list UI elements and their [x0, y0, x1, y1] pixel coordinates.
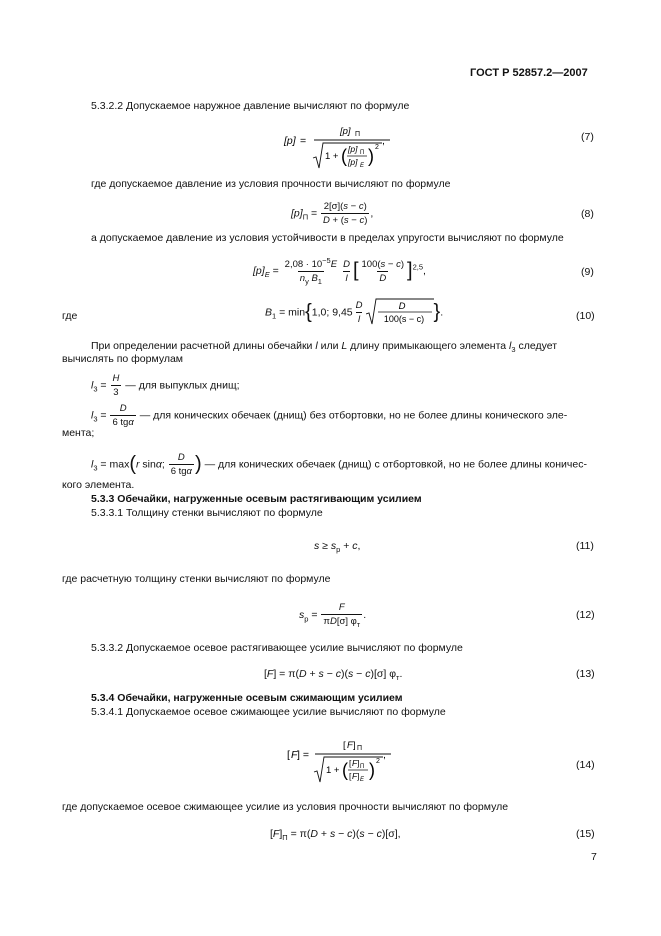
formula-9: $[p]_E$ = $\frac{2,08 \cdot 10^{-5}E}{n_y B_1}$ $\frac{D}{l}$ [ $\frac{100(s - c)}{D}$ ]$^{2,5}$,	[253, 256, 426, 287]
paragraph-5322: 5.3.2.2 Допускаемое наружное давление вычисляют по формуле	[91, 100, 410, 112]
paragraph-5341: 5.3.4.1 Допускаемое осевое сжимающее усилие вычисляют по формуле	[91, 706, 446, 718]
svg-text:1 +: 1 +	[326, 765, 340, 776]
equation-number-11: (11)	[576, 540, 594, 552]
formula-11: $s \ge s_р + c$,	[314, 540, 361, 555]
svg-text:E: E	[360, 777, 365, 783]
formula-10: $B_1 = \min\{1,0$; 9,45 $\frac{D}{l}$ D 100(s − c) }.	[265, 300, 444, 325]
l3-flanged-text: — для конических обечаек (днищ) с отбортовкой, но не более длины коничес-	[204, 458, 587, 471]
svg-text:100(s − c): 100(s − c)	[383, 314, 424, 324]
svg-text:D: D	[398, 301, 405, 312]
equation-number-12: (12)	[576, 609, 595, 621]
svg-text:[p]: [p]	[348, 144, 358, 154]
l3-flanged-cont: кого элемента.	[62, 479, 135, 491]
equation-number-10: (10)	[576, 310, 595, 322]
paragraph-5332: 5.3.3.2 Допускаемое осевое растягивающее усилие вычисляют по формуле	[91, 642, 463, 654]
paragraph-5331: 5.3.3.1 Толщину стенки вычисляют по формуле	[91, 507, 323, 519]
paragraph-axial-strength: где допускаемое осевое сжимающее усилие из условия прочности вычисляют по формуле	[62, 801, 509, 813]
svg-text:[: [	[343, 740, 346, 751]
svg-text:П: П	[357, 745, 363, 752]
svg-text:[: [	[287, 749, 290, 761]
paragraph-length-2: вычислять по формулам	[62, 353, 184, 365]
svg-text:[p]: [p]	[340, 126, 351, 137]
svg-text:]: ]	[353, 740, 356, 751]
document-header: ГОСТ Р 52857.2—2007	[470, 67, 588, 79]
svg-text:(: (	[341, 146, 347, 166]
svg-text:(: (	[342, 760, 348, 780]
svg-text:,: ,	[382, 135, 385, 147]
svg-text:): )	[368, 146, 374, 166]
svg-text:[: [	[349, 758, 352, 768]
equation-number-14: (14)	[576, 759, 595, 771]
svg-text:F: F	[352, 758, 358, 768]
formula-8: $[p]_П$ = $\frac{2[\sigma](s - c)}{D + (s - c)}$ ,	[291, 201, 374, 226]
equation-number-15: (15)	[576, 828, 595, 840]
svg-text:2: 2	[375, 144, 379, 151]
svg-text:П: П	[360, 150, 365, 156]
equation-number-13: (13)	[576, 668, 595, 680]
l3-conical-text: — для конических обечаек (днищ) без отбортовки, но не более длины конического эле-	[139, 409, 568, 422]
formula-13: [F] = π(D + s − c)(s − c)[σ] $\varphi_т$.	[264, 668, 403, 683]
formula-15: $[F]_П = \pi(D + s - c)(s - c)[\sigma]$,	[270, 828, 401, 843]
svg-text:F: F	[347, 740, 353, 751]
page-number: 7	[591, 851, 597, 863]
svg-text:1 +: 1 +	[325, 151, 339, 162]
formula-12: $s_р$ = F πD[σ] $\varphi_т$ .	[299, 602, 367, 629]
equation-number-8: (8)	[581, 208, 594, 220]
svg-text:]: ]	[357, 758, 360, 768]
svg-text:]: ]	[357, 771, 360, 781]
svg-text:П: П	[360, 764, 365, 770]
word-where: где	[62, 310, 78, 322]
svg-text:E: E	[360, 163, 365, 169]
paragraph-strength: где допускаемое давление из условия прочности вычисляют по формуле	[91, 178, 451, 190]
equation-number-7: (7)	[581, 131, 594, 143]
equation-number-9: (9)	[581, 266, 594, 278]
paragraph-calc-thickness: где расчетную толщину стенки вычисляют по формуле	[62, 573, 331, 585]
section-heading-533: 5.3.3 Обечайки, нагруженные осевым растягивающим усилием	[91, 493, 422, 505]
formula-7	[282, 122, 392, 170]
formula-l3-convex: $l_3$ = $\frac{H}{3}$ — для выпуклых днищ;	[91, 373, 240, 398]
svg-text:F: F	[352, 771, 358, 781]
svg-text:,: ,	[383, 749, 386, 761]
svg-text:=: =	[300, 135, 307, 147]
svg-text:[p]: [p]	[348, 157, 358, 167]
svg-text:П: П	[355, 131, 361, 138]
l3-conical-cont: мента;	[62, 427, 95, 439]
l3-convex-text: — для выпуклых днищ;	[125, 379, 240, 392]
section-heading-534: 5.3.4 Обечайки, нагруженные осевым сжимающим усилием	[91, 692, 403, 704]
svg-text:F: F	[291, 749, 298, 761]
formula-l3-flanged: $l_3 = \max(r$ sinα; D 6 tgα ) — для конических обечаек (днищ) с отбортовкой, но не более длины коничес-	[91, 452, 587, 477]
svg-text:2: 2	[376, 758, 380, 765]
formula-l3-conical: $l_3$ = D 6 tgα — для конических обечаек (днищ) без отбортовки, но не более длины конического эле-	[91, 403, 568, 428]
paragraph-stability: а допускаемое давление из условия устойчивости в пределах упругости вычисляют по формуле	[91, 232, 564, 244]
paragraph-length-1: При определении расчетной длины обечайки l или L длину примыкающего элемента $l_3$ следует	[91, 340, 558, 355]
formula-14	[285, 736, 395, 784]
svg-text:] =: ] =	[297, 749, 309, 761]
svg-text:[p]: [p]	[284, 135, 296, 147]
svg-text:): )	[369, 760, 375, 780]
svg-text:[: [	[349, 771, 352, 781]
